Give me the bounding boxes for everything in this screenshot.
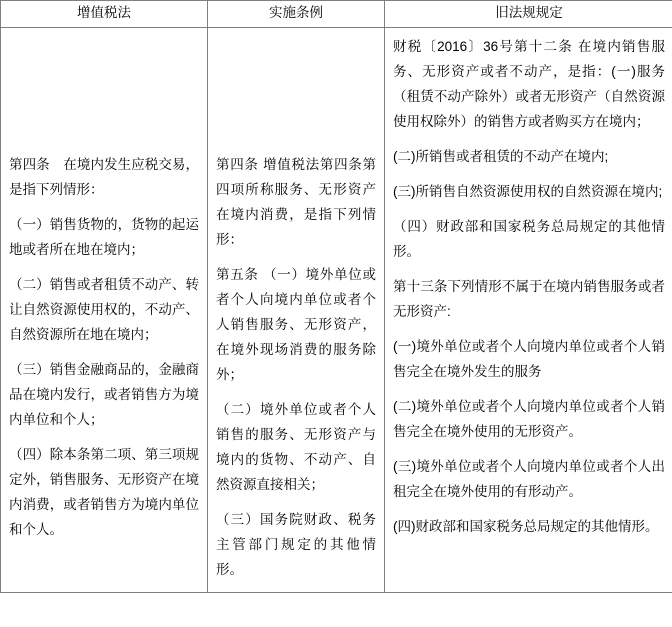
paragraph: （三）销售金融商品的，金融商品在境内发行，或者销售方为境内单位和个人； [9, 362, 199, 427]
paragraph: （三）国务院财政、税务主管部门规定的其他情形。 [216, 512, 376, 577]
cell-implementation-regulations [208, 28, 385, 593]
paragraph: 第四条 在境内发生应税交易，是指下列情形： [9, 157, 199, 197]
column-header-vat-law: 增值税法 [1, 1, 208, 28]
paragraph: (三)境外单位或者个人向境内单位或者个人出租完全在境外使用的有形动产。 [393, 459, 665, 499]
paragraph: 第五条 （一）境外单位或者个人向境内单位或者个人销售服务、无形资产，在境外现场消费的服务除外； [216, 267, 376, 382]
cell-vat-law [1, 28, 208, 593]
paragraph: (二)所销售或者租赁的不动产在境内; [393, 149, 609, 164]
table-header-row [1, 1, 672, 28]
table-row [1, 28, 672, 593]
paragraph: (三)所销售自然资源使用权的自然资源在境内; [393, 184, 663, 199]
paragraph: (二)境外单位或者个人向境内单位或者个人销售完全在境外使用的无形资产。 [393, 399, 665, 439]
paragraph: （二）销售或者租赁不动产、转让自然资源使用权的，不动产、自然资源所在地在境内； [9, 277, 199, 342]
paragraph: (四)财政部和国家税务总局规定的其他情形。 [393, 519, 659, 534]
paragraph: 第十三条下列情形不属于在境内销售服务或者无形资产: [393, 279, 665, 319]
column-header-implementation-regulations: 实施条例 [208, 1, 385, 28]
vertical-spacer [9, 34, 199, 152]
vertical-spacer [216, 34, 376, 152]
paragraph: (一)境外单位或者个人向境内单位或者个人销售完全在境外发生的服务 [393, 339, 665, 379]
paragraph: （四）除本条第二项、第三项规定外，销售服务、无形资产在境内消费，或者销售方为境内单位和个人。 [9, 447, 199, 537]
cell-old-regulations [385, 28, 672, 593]
paragraph: 第四条 增值税法第四条第四项所称服务、无形资产在境内消费，是指下列情形： [216, 157, 376, 247]
paragraph: 财税〔2016〕36号第十二条 在境内销售服务、无形资产或者不动产，是指：(一)服务（租赁不动产除外）或者无形资产（自然资源使用权除外）的销售方或者购买方在境内； [393, 39, 665, 129]
paragraph: （一）销售货物的，货物的起运地或者所在地在境内； [9, 217, 199, 257]
column-header-old-regulations: 旧法规规定 [385, 1, 672, 28]
paragraph: （四）财政部和国家税务总局规定的其他情形。 [393, 219, 665, 259]
paragraph: （二）境外单位或者个人销售的服务、无形资产与境内的货物、不动产、自然资源直接相关； [216, 402, 376, 492]
